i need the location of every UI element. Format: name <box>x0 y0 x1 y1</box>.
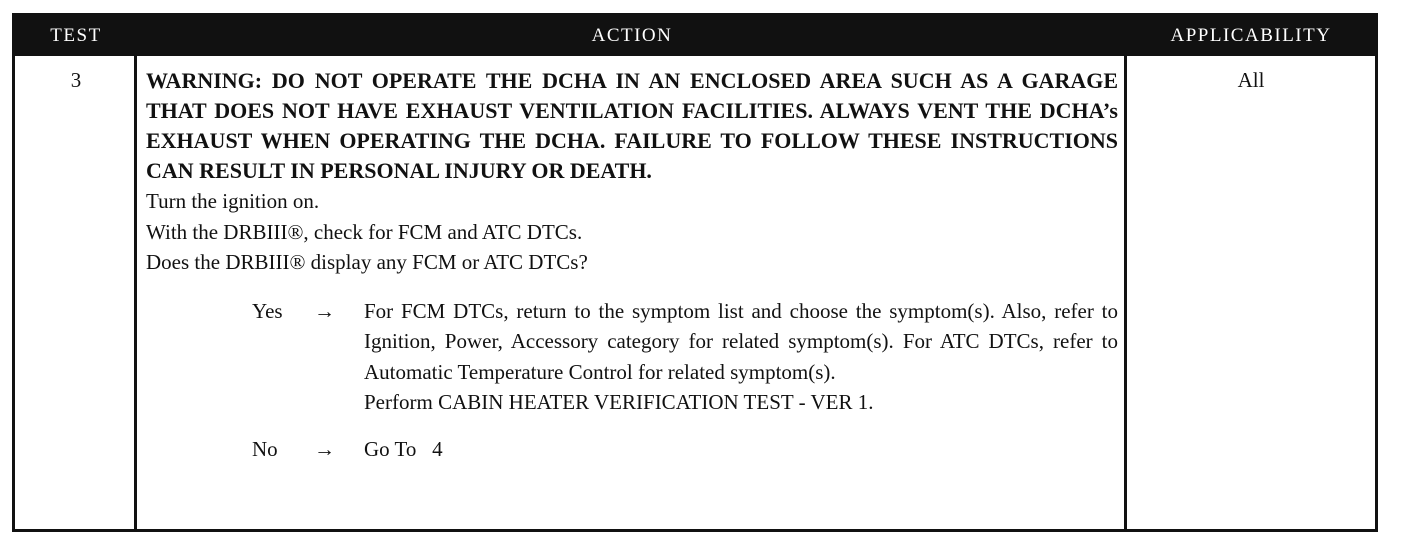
header-applicability: APPLICABILITY <box>1170 25 1332 46</box>
yes-text <box>364 296 1118 418</box>
applicability-value: All <box>1237 68 1265 92</box>
arrow-icon: → <box>314 436 335 461</box>
answer-yes <box>252 296 1118 418</box>
column-divider-test-action <box>134 56 137 529</box>
header-action: ACTION <box>591 25 673 46</box>
answer-no <box>252 434 1118 465</box>
no-action: Go To 4 <box>364 436 443 461</box>
yes-action: Perform CABIN HEATER VERIFICATION TEST - VER 1. <box>364 390 874 414</box>
header-test: TEST <box>50 25 102 46</box>
no-label: No <box>252 436 278 461</box>
arrow-icon: → <box>314 298 335 323</box>
step-ignition: Turn the ignition on. <box>146 189 320 213</box>
column-divider-action-applicability <box>1124 56 1127 529</box>
no-text <box>364 434 1118 465</box>
test-number: 3 <box>70 68 82 92</box>
step-question: Does the DRBIII® display any FCM or ATC DTCs? <box>146 250 588 274</box>
yes-label: Yes <box>252 298 283 323</box>
action-cell <box>146 66 1118 464</box>
warning-text: WARNING: DO NOT OPERATE THE DCHA IN AN ENCLOSED AREA SUCH AS A GARAGE THAT DOES NOT HAVE EXHAUST VENTILATION FACILITIES. ALWAYS VENT THE DCHA’s EXHAUST WHEN OPERATING THE DCHA. FAILURE TO FOLLOW THESE INSTRUCTIONS CAN RESULT IN PERSONAL INJURY OR DEATH. <box>146 68 1118 183</box>
diagnostic-test-table <box>12 13 1378 532</box>
step-check-dtcs: With the DRBIII®, check for FCM and ATC DTCs. <box>146 219 583 244</box>
table-header <box>15 16 1375 56</box>
yes-instructions: For FCM DTCs, return to the symptom list and choose the symptom(s). Also, refer to Ignition, Power, Accessory category for related symptom(s). For ATC DTCs, refer to Automatic Temperature Control for related symptom(s). <box>364 298 1118 384</box>
